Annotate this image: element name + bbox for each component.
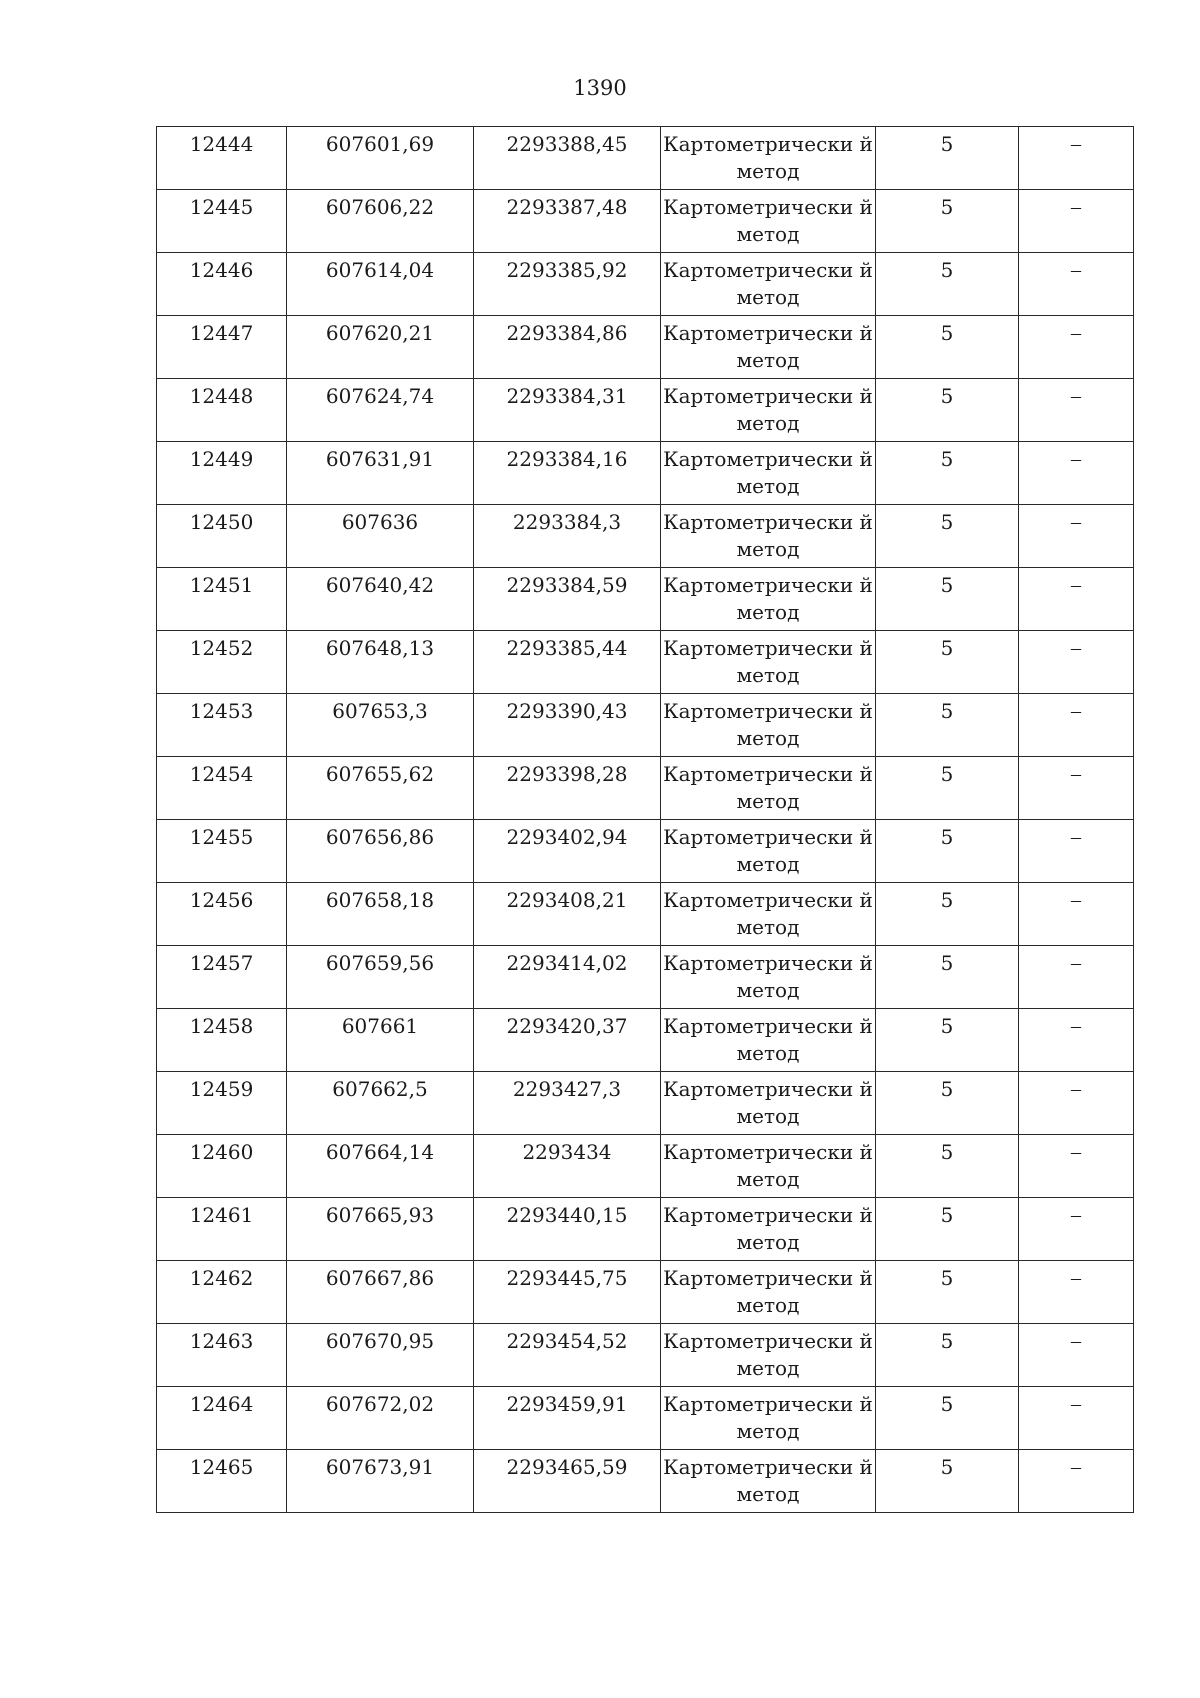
point-number-cell: 12462 (157, 1261, 287, 1324)
table-body (157, 127, 1134, 1513)
note-cell: – (1019, 568, 1134, 631)
x-coordinate-cell: 607664,14 (287, 1135, 474, 1198)
note-cell: – (1019, 127, 1134, 190)
method-cell: Картометрически й метод (661, 568, 876, 631)
table-row (157, 127, 1134, 190)
method-cell: Картометрически й метод (661, 1009, 876, 1072)
accuracy-cell: 5 (876, 1198, 1019, 1261)
accuracy-cell: 5 (876, 505, 1019, 568)
accuracy-cell: 5 (876, 1009, 1019, 1072)
method-cell: Картометрически й метод (661, 1450, 876, 1513)
note-cell: – (1019, 820, 1134, 883)
point-number-cell: 12450 (157, 505, 287, 568)
y-coordinate-cell: 2293427,3 (474, 1072, 661, 1135)
x-coordinate-cell: 607624,74 (287, 379, 474, 442)
accuracy-cell: 5 (876, 1324, 1019, 1387)
table-row (157, 1009, 1134, 1072)
coordinates-table (156, 126, 1134, 1513)
y-coordinate-cell: 2293398,28 (474, 757, 661, 820)
accuracy-cell: 5 (876, 694, 1019, 757)
method-cell: Картометрически й метод (661, 946, 876, 1009)
point-number-cell: 12456 (157, 883, 287, 946)
y-coordinate-cell: 2293445,75 (474, 1261, 661, 1324)
y-coordinate-cell: 2293387,48 (474, 190, 661, 253)
point-number-cell: 12457 (157, 946, 287, 1009)
point-number-cell: 12449 (157, 442, 287, 505)
x-coordinate-cell: 607658,18 (287, 883, 474, 946)
point-number-cell: 12445 (157, 190, 287, 253)
x-coordinate-cell: 607659,56 (287, 946, 474, 1009)
y-coordinate-cell: 2293390,43 (474, 694, 661, 757)
method-cell: Картометрически й метод (661, 1135, 876, 1198)
y-coordinate-cell: 2293434 (474, 1135, 661, 1198)
accuracy-cell: 5 (876, 316, 1019, 379)
accuracy-cell: 5 (876, 379, 1019, 442)
method-cell: Картометрически й метод (661, 1261, 876, 1324)
accuracy-cell: 5 (876, 946, 1019, 1009)
y-coordinate-cell: 2293384,31 (474, 379, 661, 442)
accuracy-cell: 5 (876, 127, 1019, 190)
accuracy-cell: 5 (876, 820, 1019, 883)
table-row (157, 379, 1134, 442)
table-row (157, 1135, 1134, 1198)
x-coordinate-cell: 607661 (287, 1009, 474, 1072)
accuracy-cell: 5 (876, 442, 1019, 505)
accuracy-cell: 5 (876, 568, 1019, 631)
y-coordinate-cell: 2293454,52 (474, 1324, 661, 1387)
accuracy-cell: 5 (876, 1450, 1019, 1513)
point-number-cell: 12448 (157, 379, 287, 442)
note-cell: – (1019, 379, 1134, 442)
point-number-cell: 12461 (157, 1198, 287, 1261)
method-cell: Картометрически й метод (661, 820, 876, 883)
page-number: 1390 (573, 76, 627, 100)
x-coordinate-cell: 607667,86 (287, 1261, 474, 1324)
point-number-cell: 12447 (157, 316, 287, 379)
table-row (157, 505, 1134, 568)
x-coordinate-cell: 607656,86 (287, 820, 474, 883)
note-cell: – (1019, 1072, 1134, 1135)
y-coordinate-cell: 2293408,21 (474, 883, 661, 946)
note-cell: – (1019, 316, 1134, 379)
point-number-cell: 12464 (157, 1387, 287, 1450)
table-row (157, 1198, 1134, 1261)
note-cell: – (1019, 190, 1134, 253)
table-row (157, 946, 1134, 1009)
y-coordinate-cell: 2293465,59 (474, 1450, 661, 1513)
method-cell: Картометрически й метод (661, 505, 876, 568)
x-coordinate-cell: 607665,93 (287, 1198, 474, 1261)
note-cell: – (1019, 1387, 1134, 1450)
accuracy-cell: 5 (876, 1261, 1019, 1324)
y-coordinate-cell: 2293385,92 (474, 253, 661, 316)
point-number-cell: 12459 (157, 1072, 287, 1135)
y-coordinate-cell: 2293384,86 (474, 316, 661, 379)
x-coordinate-cell: 607620,21 (287, 316, 474, 379)
table-row (157, 190, 1134, 253)
accuracy-cell: 5 (876, 883, 1019, 946)
table-row (157, 883, 1134, 946)
point-number-cell: 12460 (157, 1135, 287, 1198)
y-coordinate-cell: 2293440,15 (474, 1198, 661, 1261)
accuracy-cell: 5 (876, 631, 1019, 694)
table-row (157, 1261, 1134, 1324)
method-cell: Картометрически й метод (661, 694, 876, 757)
accuracy-cell: 5 (876, 1072, 1019, 1135)
method-cell: Картометрически й метод (661, 757, 876, 820)
table-row (157, 316, 1134, 379)
table-row (157, 1072, 1134, 1135)
y-coordinate-cell: 2293384,59 (474, 568, 661, 631)
table-row (157, 631, 1134, 694)
accuracy-cell: 5 (876, 253, 1019, 316)
y-coordinate-cell: 2293420,37 (474, 1009, 661, 1072)
x-coordinate-cell: 607655,62 (287, 757, 474, 820)
point-number-cell: 12444 (157, 127, 287, 190)
point-number-cell: 12465 (157, 1450, 287, 1513)
note-cell: – (1019, 631, 1134, 694)
x-coordinate-cell: 607606,22 (287, 190, 474, 253)
point-number-cell: 12463 (157, 1324, 287, 1387)
accuracy-cell: 5 (876, 1135, 1019, 1198)
point-number-cell: 12455 (157, 820, 287, 883)
method-cell: Картометрически й метод (661, 1072, 876, 1135)
y-coordinate-cell: 2293385,44 (474, 631, 661, 694)
note-cell: – (1019, 1135, 1134, 1198)
x-coordinate-cell: 607672,02 (287, 1387, 474, 1450)
table-row (157, 1450, 1134, 1513)
table-row (157, 253, 1134, 316)
method-cell: Картометрически й метод (661, 1387, 876, 1450)
table-row (157, 757, 1134, 820)
note-cell: – (1019, 946, 1134, 1009)
accuracy-cell: 5 (876, 757, 1019, 820)
x-coordinate-cell: 607601,69 (287, 127, 474, 190)
method-cell: Картометрически й метод (661, 631, 876, 694)
x-coordinate-cell: 607640,42 (287, 568, 474, 631)
method-cell: Картометрически й метод (661, 253, 876, 316)
table-row (157, 568, 1134, 631)
x-coordinate-cell: 607670,95 (287, 1324, 474, 1387)
x-coordinate-cell: 607653,3 (287, 694, 474, 757)
method-cell: Картометрически й метод (661, 379, 876, 442)
method-cell: Картометрически й метод (661, 442, 876, 505)
note-cell: – (1019, 757, 1134, 820)
table-row (157, 1324, 1134, 1387)
point-number-cell: 12446 (157, 253, 287, 316)
note-cell: – (1019, 1261, 1134, 1324)
method-cell: Картометрически й метод (661, 883, 876, 946)
accuracy-cell: 5 (876, 1387, 1019, 1450)
note-cell: – (1019, 1198, 1134, 1261)
point-number-cell: 12451 (157, 568, 287, 631)
method-cell: Картометрически й метод (661, 127, 876, 190)
table-row (157, 694, 1134, 757)
point-number-cell: 12454 (157, 757, 287, 820)
method-cell: Картометрически й метод (661, 1198, 876, 1261)
x-coordinate-cell: 607662,5 (287, 1072, 474, 1135)
point-number-cell: 12452 (157, 631, 287, 694)
point-number-cell: 12453 (157, 694, 287, 757)
note-cell: – (1019, 1450, 1134, 1513)
note-cell: – (1019, 505, 1134, 568)
y-coordinate-cell: 2293414,02 (474, 946, 661, 1009)
y-coordinate-cell: 2293388,45 (474, 127, 661, 190)
note-cell: – (1019, 442, 1134, 505)
table-row (157, 820, 1134, 883)
note-cell: – (1019, 883, 1134, 946)
y-coordinate-cell: 2293384,3 (474, 505, 661, 568)
x-coordinate-cell: 607631,91 (287, 442, 474, 505)
y-coordinate-cell: 2293384,16 (474, 442, 661, 505)
y-coordinate-cell: 2293459,91 (474, 1387, 661, 1450)
x-coordinate-cell: 607648,13 (287, 631, 474, 694)
accuracy-cell: 5 (876, 190, 1019, 253)
x-coordinate-cell: 607636 (287, 505, 474, 568)
x-coordinate-cell: 607614,04 (287, 253, 474, 316)
note-cell: – (1019, 694, 1134, 757)
table-row (157, 1387, 1134, 1450)
point-number-cell: 12458 (157, 1009, 287, 1072)
note-cell: – (1019, 1009, 1134, 1072)
method-cell: Картометрически й метод (661, 190, 876, 253)
note-cell: – (1019, 1324, 1134, 1387)
method-cell: Картометрически й метод (661, 316, 876, 379)
x-coordinate-cell: 607673,91 (287, 1450, 474, 1513)
y-coordinate-cell: 2293402,94 (474, 820, 661, 883)
method-cell: Картометрически й метод (661, 1324, 876, 1387)
table-row (157, 442, 1134, 505)
note-cell: – (1019, 253, 1134, 316)
